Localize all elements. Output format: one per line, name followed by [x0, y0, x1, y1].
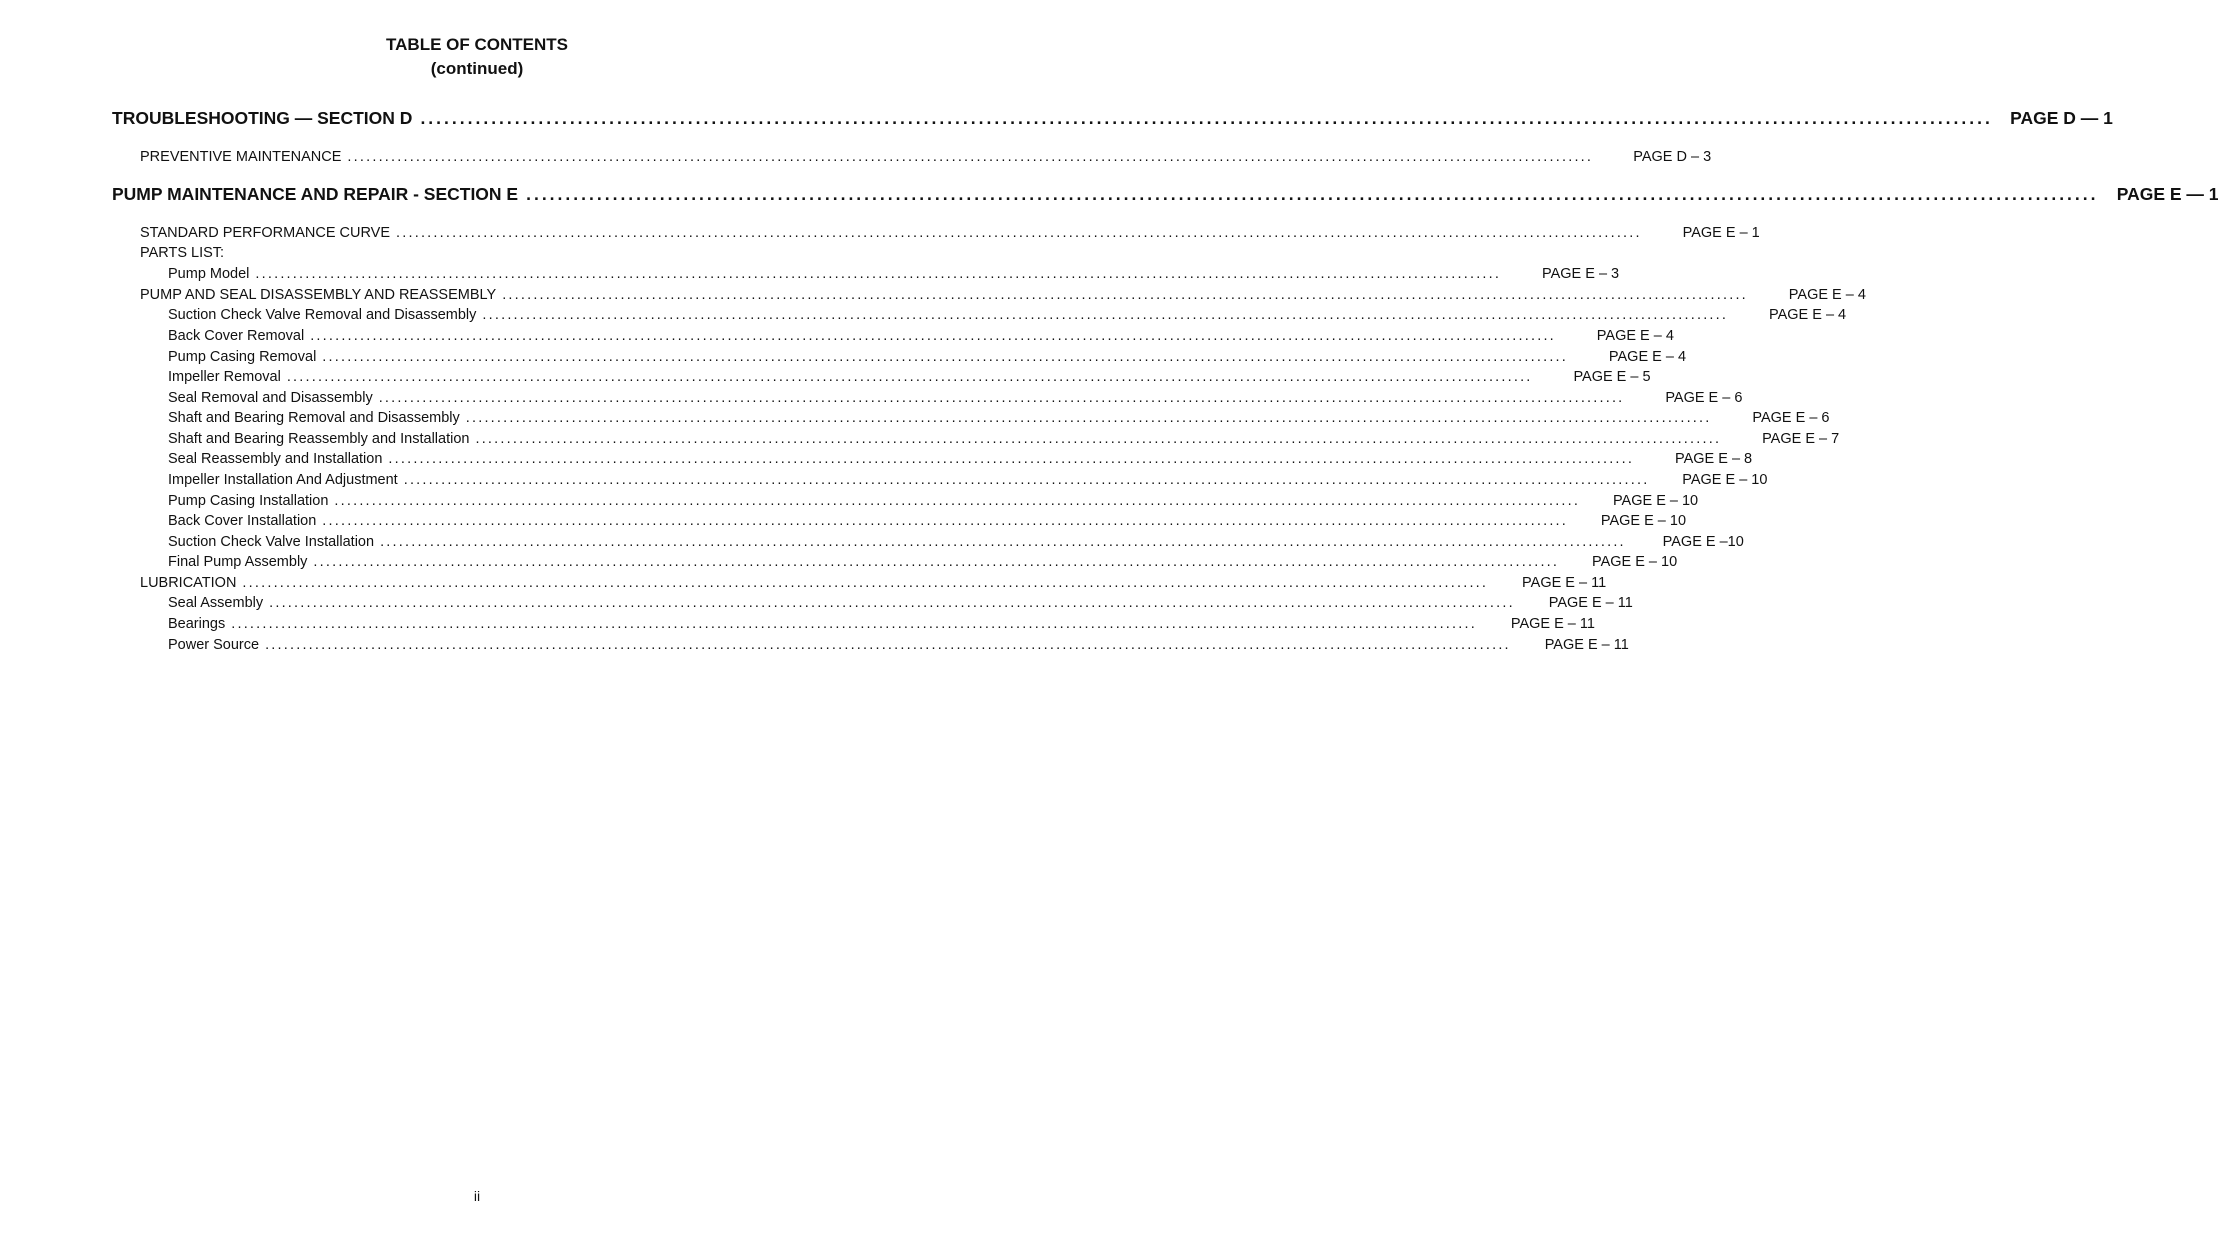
dot-leader: ........................................................................................................................................................................................................	[380, 534, 1626, 550]
toc-entry	[168, 595, 1633, 615]
toc-entry	[168, 472, 1768, 492]
toc-entry	[168, 513, 1687, 533]
entry-label: Pump Model	[168, 266, 250, 282]
dot-leader: ........................................................................................................................................................................................................	[231, 616, 1477, 632]
toc-entry	[168, 328, 1674, 348]
entry-label: Power Source	[168, 637, 260, 653]
entry-page: PAGE E – 4	[1596, 328, 1674, 344]
entry-label: STANDARD PERFORMANCE CURVE	[140, 225, 391, 241]
entry-page: PAGE E – 7	[1762, 431, 1840, 447]
entry-label: Seal Removal and Disassembly	[168, 390, 373, 406]
toc-entry	[168, 410, 1830, 430]
dot-leader: ........................................................................................................................................................................................................	[388, 451, 1635, 467]
entry-page: PAGE E – 4	[1788, 287, 1866, 303]
entry-page: PAGE E –10	[1662, 534, 1744, 550]
toc-entry	[140, 245, 841, 265]
entry-label: Seal Assembly	[168, 595, 264, 611]
toc-section-e	[112, 184, 2219, 208]
entry-label: Back Cover Removal	[168, 328, 305, 344]
toc-entry	[168, 390, 1743, 410]
entry-page: PAGE E – 11	[1548, 595, 1633, 611]
toc-entry	[140, 287, 1866, 307]
entry-label: Back Cover Installation	[168, 513, 317, 529]
entry-label: Impeller Installation And Adjustment	[168, 472, 398, 488]
toc-entry	[168, 369, 1651, 389]
entry-label: Pump Casing Installation	[168, 493, 329, 509]
toc-entry	[168, 451, 1753, 471]
section-title: TROUBLESHOOTING — SECTION D	[112, 108, 413, 128]
dot-leader: ........................................................................................................................................................................................................	[242, 575, 1489, 591]
section-page: PAGE E — 1	[2116, 184, 2219, 204]
entry-page: PAGE E – 10	[1600, 513, 1687, 529]
entry-label: Shaft and Bearing Removal and Disassembly	[168, 410, 460, 426]
toc-entry	[140, 225, 1760, 245]
page-number: ii	[473, 1188, 481, 1204]
dot-leader: ........................................................................................................................................................................................................	[526, 184, 2099, 204]
section-page: PAGE D — 1	[2010, 108, 2113, 128]
toc-entry	[140, 575, 1607, 595]
dot-leader: ........................................................................................................................................................................................................	[420, 108, 1993, 128]
entry-label: Impeller Removal	[168, 369, 281, 385]
toc-entry	[168, 349, 1687, 369]
dot-leader: ........................................................................................................................................................................................................	[502, 287, 1748, 303]
entry-label: PUMP AND SEAL DISASSEMBLY AND REASSEMBLY	[140, 287, 497, 303]
toc-entry	[168, 616, 1595, 636]
section-title: PUMP MAINTENANCE AND REPAIR - SECTION E	[112, 184, 519, 204]
entry-page: PAGE E – 3	[1542, 266, 1620, 282]
dot-leader: ........................................................................................................................................................................................................	[465, 410, 1712, 426]
toc-entry	[168, 637, 1629, 657]
dot-leader: ........................................................................................................................................................................................................	[269, 595, 1515, 611]
dot-leader: ........................................................................................................................................................................................................	[347, 149, 1594, 165]
page-title: TABLE OF CONTENTS	[386, 35, 568, 54]
entry-page: PAGE E – 11	[1544, 637, 1629, 653]
entry-page: PAGE E – 10	[1591, 554, 1678, 570]
entry-label: Suction Check Valve Installation	[168, 534, 375, 550]
dot-leader: ........................................................................................................................................................................................................	[378, 390, 1625, 406]
dot-leader: ........................................................................................................................................................................................................	[403, 472, 1650, 488]
page-subtitle: (continued)	[430, 59, 524, 78]
dot-leader: ........................................................................................................................................................................................................	[334, 493, 1581, 509]
entry-label: Final Pump Assembly	[168, 554, 308, 570]
entry-page: PAGE E – 10	[1612, 493, 1699, 509]
entry-label: Shaft and Bearing Reassembly and Installation	[168, 431, 470, 447]
dot-leader: ........................................................................................................................................................................................................	[322, 349, 1569, 365]
toc-entry	[168, 307, 1847, 327]
dot-leader: ........................................................................................................................................................................................................	[482, 307, 1729, 323]
entry-page: PAGE E – 6	[1665, 390, 1743, 406]
toc-section-d	[112, 108, 2113, 132]
dot-leader: ........................................................................................................................................................................................................	[310, 328, 1556, 344]
entry-page: PAGE E – 10	[1682, 472, 1768, 488]
dot-leader: ........................................................................................................................................................................................................	[286, 369, 1533, 385]
toc-entry	[168, 431, 1840, 451]
toc-entry	[168, 493, 1699, 513]
dot-leader: ........................................................................................................................................................................................................	[322, 513, 1569, 529]
entry-page: PAGE E – 8	[1675, 451, 1753, 467]
toc-entry	[168, 534, 1744, 554]
entry-page: PAGE E – 6	[1752, 410, 1830, 426]
entry-page: PAGE E – 4	[1608, 349, 1687, 365]
dot-leader: ........................................................................................................................................................................................................	[475, 431, 1722, 447]
entry-label: Seal Reassembly and Installation	[168, 451, 383, 467]
entry-label: LUBRICATION	[140, 575, 237, 591]
entry-label: Bearings	[168, 616, 226, 632]
entry-label: PARTS LIST:	[140, 245, 225, 261]
entry-label: PREVENTIVE MAINTENANCE	[140, 149, 342, 165]
entry-page: PAGE E – 1	[1682, 225, 1760, 241]
toc-entry	[168, 266, 1620, 286]
dot-leader: ........................................................................................................................................................................................................	[265, 637, 1511, 653]
entry-label: Suction Check Valve Removal and Disassembly	[168, 307, 477, 323]
dot-leader: ........................................................................................................................................................................................................	[396, 225, 1642, 241]
entry-page: PAGE E – 5	[1573, 369, 1651, 385]
toc-entry	[140, 149, 1712, 169]
toc-entry	[168, 554, 1678, 574]
entry-label: Pump Casing Removal	[168, 349, 317, 365]
entry-page: PAGE D – 3	[1633, 149, 1712, 165]
entry-page: PAGE E – 11	[1510, 616, 1595, 632]
entry-page: PAGE E – 4	[1769, 307, 1847, 323]
dot-leader: ........................................................................................................................................................................................................	[255, 266, 1502, 282]
dot-leader: ........................................................................................................................................................................................................	[313, 554, 1560, 570]
entry-page: PAGE E – 11	[1522, 575, 1607, 591]
